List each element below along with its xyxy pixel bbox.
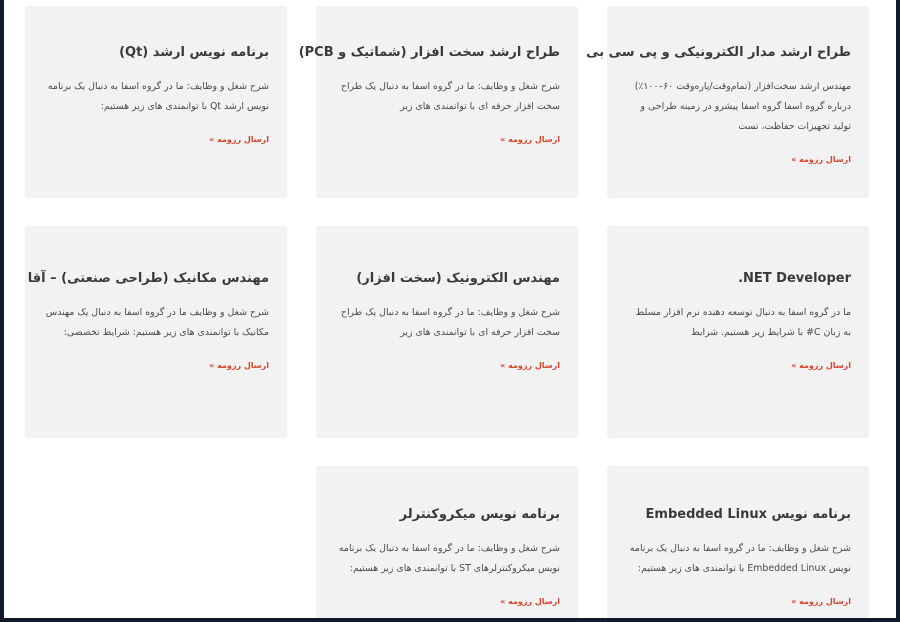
job-listings-grid [24, 6, 869, 618]
job-title[interactable]: طراح ارشد مدار الکترونیکی و پی سی بی [586, 45, 851, 60]
send-resume-link[interactable]: ارسال رزومه » [500, 361, 560, 370]
job-card [607, 226, 869, 438]
page-frame [4, 0, 896, 618]
job-card [607, 466, 869, 618]
job-card [25, 226, 287, 438]
job-description: شرح شغل و وظایف: ما در گروه اسفا به دنبال یک برنامه نویس میکروکنترلرهای ST با توانمندی های زیر هستیم: [338, 543, 560, 574]
send-resume-link[interactable]: ارسال رزومه » [791, 361, 851, 370]
job-card [298, 6, 578, 198]
job-description: شرح شغل و وظایف: ما در گروه اسفا به دنبال یک طراح سخت افزار حرفه ای با توانمندی های زیر [340, 307, 560, 338]
job-card [25, 6, 287, 198]
send-resume-link[interactable]: ارسال رزومه » [791, 155, 851, 164]
job-description: شرح شغل و وظایف: ما در گروه اسفا به دنبال یک طراح سخت افزار حرفه ای با توانمندی های زیر [340, 81, 560, 112]
send-resume-link[interactable]: ارسال رزومه » [209, 361, 269, 370]
job-description: شرح شغل و وظایف: ما در گروه اسفا به دنبال یک برنامه نویس Embedded Linux با توانمندی های زیر هستیم: [629, 543, 851, 574]
job-title[interactable]: .NET Developer [738, 271, 851, 286]
job-title[interactable]: برنامه نویس Embedded Linux [645, 507, 851, 522]
job-card [316, 226, 578, 438]
job-card [586, 6, 869, 198]
send-resume-link[interactable]: ارسال رزومه » [209, 135, 269, 144]
job-description: مهندس ارشد سخت‌افزار (تمام‌وقت/پاره‌وقت ۶۰–۱۰۰٪) درباره گروه اسفا گروه اسفا پیشرو در زمینه طراحی و تولید تجهیزات حفاظت، تست [634, 81, 851, 132]
send-resume-link[interactable]: ارسال رزومه » [791, 597, 851, 606]
job-description: شرح شغل و وظایف ما در گروه اسفا به دنبال یک مهندس مکانیک با توانمندی های زیر هستیم: شرایط تخصصی: [45, 307, 269, 338]
send-resume-link[interactable]: ارسال رزومه » [500, 135, 560, 144]
job-title[interactable]: برنامه نویس ارشد (Qt) [119, 45, 269, 60]
job-title[interactable]: طراح ارشد سخت افزار (شماتیک و PCB) [298, 45, 560, 60]
job-title[interactable]: مهندس مکانیک (طراحی صنعتی) – آقا [27, 271, 269, 286]
job-description: شرح شغل و وظایف: ما در گروه اسفا به دنبال یک برنامه نویس ارشد Qt با توانمندی های زیر هستیم: [47, 81, 269, 112]
job-card [316, 466, 578, 618]
job-title[interactable]: مهندس الکترونیک (سخت افزار) [356, 271, 560, 286]
job-title[interactable]: برنامه نویس میکروکنترلر [399, 507, 560, 522]
job-description: ما در گروه اسفا به دنبال توسعه دهنده نرم افزار مسلط به زبان C# با شرایط زیر هستیم. شرایط [635, 307, 851, 338]
send-resume-link[interactable]: ارسال رزومه » [500, 597, 560, 606]
